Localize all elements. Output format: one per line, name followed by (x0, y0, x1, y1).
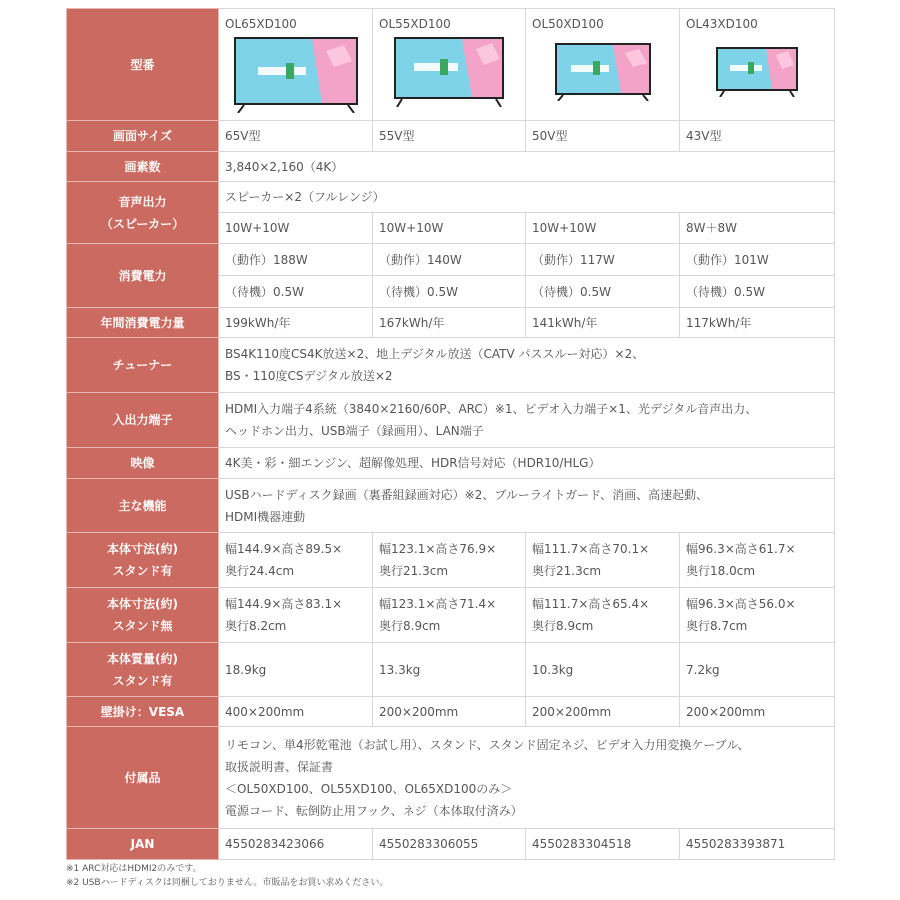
model-cell (373, 9, 526, 121)
row-dim-nostand (67, 588, 835, 643)
pixels-cell: 3,840×2,160（4K） (219, 152, 835, 182)
header-power: 消費電力 (67, 244, 219, 308)
dim-stand-cell (219, 533, 373, 588)
header-dim-nostand (67, 588, 219, 643)
features-line: USBハードディスク録画（裏番組録画対応）※2、ブルーライトガード、消画、高速起動、 (225, 487, 709, 502)
dim-line: 奥行8.9cm (379, 619, 441, 633)
dim-line: 奥行8.2cm (225, 619, 287, 633)
vesa-cell: 400×200mm (219, 697, 373, 727)
power-on-cell: （動作）188W (219, 244, 373, 276)
row-annual-power (67, 308, 835, 338)
annual-power-cell: 141kWh/年 (526, 308, 680, 338)
header-dim-nostand-line2: スタンド無 (112, 619, 173, 633)
row-pixels (67, 152, 835, 182)
model-cell (680, 9, 835, 121)
header-audio-line2: （スピーカー） (100, 216, 185, 231)
row-io (67, 393, 835, 448)
tuner-line: BS・110度CSデジタル放送×2 (225, 369, 393, 383)
dim-stand-cell (373, 533, 526, 588)
accessories-line: ＜OL50XD100、OL55XD100、OL65XD100のみ＞ (225, 781, 513, 796)
header-dim-stand (67, 533, 219, 588)
dim-line: 奥行24.4cm (225, 564, 295, 578)
dim-line: 奥行18.0cm (686, 564, 756, 578)
row-video (67, 448, 835, 479)
power-standby-cell: （待機）0.5W (680, 276, 835, 308)
dim-line: 幅144.9×高さ83.1× (225, 597, 343, 611)
spec-table (66, 8, 835, 860)
dim-stand-cell (526, 533, 680, 588)
dim-nostand-cell (680, 588, 835, 643)
annual-power-cell: 117kWh/年 (680, 308, 835, 338)
speaker-type-cell: スピーカー×2（フルレンジ） (219, 182, 835, 213)
jan-cell: 4550283393871 (680, 829, 835, 860)
tv-image (234, 37, 358, 113)
screen-size-cell: 50V型 (526, 121, 680, 152)
row-jan (67, 829, 835, 860)
weight-cell: 13.3kg (373, 643, 526, 697)
screen-size-cell: 65V型 (219, 121, 373, 152)
weight-cell: 18.9kg (219, 643, 373, 697)
header-audio (67, 182, 219, 244)
dim-nostand-cell (219, 588, 373, 643)
jan-cell: 4550283423066 (219, 829, 373, 860)
header-model: 型番 (67, 9, 219, 121)
power-on-cell: （動作）140W (373, 244, 526, 276)
vesa-cell: 200×200mm (373, 697, 526, 727)
row-vesa (67, 697, 835, 727)
dim-line: 幅144.9×高さ89.5× (225, 542, 343, 556)
row-power-on (67, 244, 835, 276)
row-screen-size (67, 121, 835, 152)
annual-power-cell: 167kWh/年 (373, 308, 526, 338)
accessories-line: 取扱説明書、保証書 (225, 759, 334, 774)
vesa-cell: 200×200mm (680, 697, 835, 727)
features-cell (219, 479, 835, 533)
tuner-line: BS4K110度CS4K放送×2、地上デジタル放送（CATV パススルー対応）×2、 (225, 347, 645, 361)
power-standby-cell: （待機）0.5W (526, 276, 680, 308)
jan-cell: 4550283304518 (526, 829, 680, 860)
power-on-cell: （動作）117W (526, 244, 680, 276)
power-standby-cell: （待機）0.5W (373, 276, 526, 308)
dim-line: 幅111.7×高さ70.1× (532, 542, 650, 556)
header-features: 主な機能 (67, 479, 219, 533)
tv-image (394, 37, 504, 107)
io-line: ヘッドホン出力、USB端子（録画用）、LAN端子 (225, 424, 484, 438)
dim-line: 奥行8.7cm (686, 619, 748, 633)
dim-line: 幅96.3×高さ56.0× (686, 597, 796, 611)
row-dim-stand (67, 533, 835, 588)
vesa-cell: 200×200mm (526, 697, 680, 727)
header-weight-line2: スタンド有 (112, 673, 173, 688)
model-name: OL43XD100 (686, 17, 758, 31)
header-io: 入出力端子 (67, 393, 219, 448)
speaker-watts-cell: 10W+10W (219, 213, 373, 244)
header-dim-stand-line2: スタンド有 (112, 564, 173, 578)
dim-line: 奥行8.9cm (532, 619, 594, 633)
model-name: OL50XD100 (532, 17, 604, 31)
dim-line: 奥行21.3cm (379, 564, 449, 578)
dim-line: 幅96.3×高さ61.7× (686, 542, 796, 556)
tv-image (555, 37, 651, 101)
power-on-cell: （動作）101W (680, 244, 835, 276)
header-annual-power: 年間消費電力量 (67, 308, 219, 338)
accessories-line: リモコン、単4形乾電池（お試し用）、スタンド、スタンド固定ネジ、ビデオ入力用変換ケーブル、 (225, 737, 750, 752)
row-tuner (67, 338, 835, 393)
screen-size-cell: 55V型 (373, 121, 526, 152)
tv-image (716, 37, 798, 97)
header-vesa: 壁掛け：VESA (67, 697, 219, 727)
dim-line: 幅123.1×高さ76.9× (379, 542, 497, 556)
weight-cell: 7.2kg (680, 643, 835, 697)
dim-stand-cell (680, 533, 835, 588)
accessories-cell (219, 727, 835, 829)
accessories-line: 電源コード、転倒防止用フック、ネジ（本体取付済み） (225, 803, 523, 818)
header-dim-stand-line1: 本体寸法(約) (107, 542, 178, 556)
footnote: ※1 ARC対応はHDMI2のみです。 (66, 864, 202, 874)
model-name: OL55XD100 (379, 17, 451, 31)
dim-nostand-cell (373, 588, 526, 643)
dim-nostand-cell (526, 588, 680, 643)
header-weight-line1: 本体質量(約) (107, 651, 178, 666)
annual-power-cell: 199kWh/年 (219, 308, 373, 338)
row-features (67, 479, 835, 533)
row-audio-type (67, 182, 835, 213)
speaker-watts-cell: 10W+10W (526, 213, 680, 244)
video-cell: 4K美・彩・細エンジン、超解像処理、HDR信号対応（HDR10/HLG） (219, 448, 835, 479)
screen-size-cell: 43V型 (680, 121, 835, 152)
model-cell (219, 9, 373, 121)
dim-line: 幅111.7×高さ65.4× (532, 597, 650, 611)
header-weight (67, 643, 219, 697)
io-line: HDMI入力端子4系統（3840×2160/60P、ARC）※1、ビデオ入力端子×1、光デジタル音声出力、 (225, 402, 758, 416)
speaker-watts-cell: 10W+10W (373, 213, 526, 244)
header-accessories: 付属品 (67, 727, 219, 829)
header-video: 映像 (67, 448, 219, 479)
row-weight (67, 643, 835, 697)
jan-cell: 4550283306055 (373, 829, 526, 860)
io-cell (219, 393, 835, 448)
weight-cell: 10.3kg (526, 643, 680, 697)
features-line: HDMI機器連動 (225, 509, 306, 524)
tuner-cell (219, 338, 835, 393)
header-dim-nostand-line1: 本体寸法(約) (107, 597, 178, 611)
header-audio-line1: 音声出力 (118, 194, 167, 209)
footnote: ※2 USBハードディスクは同梱しておりません。市販品をお買い求めください。 (66, 878, 389, 888)
speaker-watts-cell: 8W＋8W (680, 213, 835, 244)
dim-line: 奥行21.3cm (532, 564, 602, 578)
header-jan: JAN (67, 829, 219, 860)
row-accessories (67, 727, 835, 829)
model-cell (526, 9, 680, 121)
dim-line: 幅123.1×高さ71.4× (379, 597, 497, 611)
header-tuner: チューナー (67, 338, 219, 393)
header-screen-size: 画面サイズ (67, 121, 219, 152)
header-pixels: 画素数 (67, 152, 219, 182)
power-standby-cell: （待機）0.5W (219, 276, 373, 308)
row-model (67, 9, 835, 121)
model-name: OL65XD100 (225, 17, 297, 31)
footnotes (66, 862, 388, 890)
